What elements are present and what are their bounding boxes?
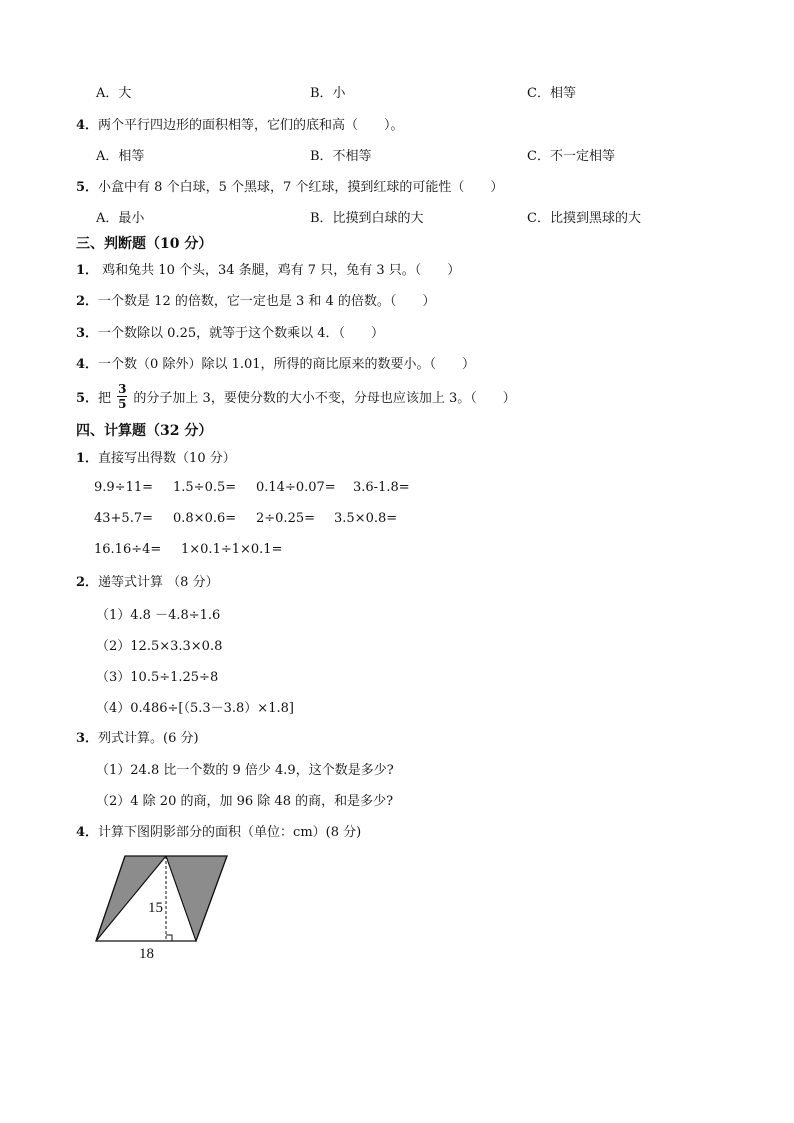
item-number: 2． [76,575,99,590]
stepwise-item-3: （3）10.5÷1.25÷8 [96,670,219,685]
right-angle-marker [166,935,172,941]
q4-option-a: A．相等 [96,149,145,164]
calc-expr: 3.6-1.8= [353,480,410,495]
fraction-denominator: 5 [118,396,127,411]
judge-item-5 [76,378,516,414]
q3-option-c: C．相等 [527,86,576,101]
item-number: 3． [76,326,99,341]
q5-option-c: C．比摸到黑球的大 [527,211,641,226]
question-4 [76,114,404,133]
calc-part-1 [76,447,236,466]
section-4-title: 四、计算题（32 分） [76,423,213,439]
judge-item-2 [76,290,435,309]
item-text-pre: 把 [98,390,112,406]
calc-part-2 [76,571,219,590]
question-number: 5． [76,180,99,195]
height-label: 15 [148,900,163,916]
calc-part-4 [76,821,361,840]
calc-expr: 16.16÷4= [94,542,162,557]
calc-expr: 9.9÷11= [94,480,154,495]
parallelogram-figure [88,850,238,965]
fraction [117,382,127,411]
calc-expr: 2÷0.25= [256,511,316,526]
calc-expr: 0.8×0.6= [173,511,237,526]
item-number: 4． [76,825,99,840]
item-text-post: 的分子加上 3，要使分数的大小不变，分母也应该加上 3。（ ） [133,390,516,406]
item-text: 直接写出得数（10 分） [98,451,236,466]
stepwise-item-1: （1）4.8 －4.8÷1.6 [96,608,221,623]
item-text: 鸡和兔共 10 个头，34 条腿，鸡有 7 只，兔有 3 只。（ ） [98,263,461,278]
judge-item-3 [76,322,384,341]
calc-expr: 3.5×0.8= [334,511,398,526]
question-number: 4． [76,118,99,133]
item-number: 4． [76,357,99,372]
item-number: 3． [76,731,99,746]
word-problem-1: （1）24.8 比一个数的 9 倍少 4.9，这个数是多少? [96,763,394,778]
parallelogram-diagram [88,850,238,965]
shaded-triangle-right [166,856,227,941]
item-text: 列式计算。(6 分) [98,731,199,746]
item-number: 5． [76,390,99,406]
fraction-numerator: 3 [118,381,127,396]
q5-option-a: A．最小 [96,211,145,226]
item-number: 1． [76,451,99,466]
stepwise-item-2: （2）12.5×3.3×0.8 [96,639,223,654]
calc-part-3 [76,727,199,746]
word-problem-2: （2）4 除 20 的商，加 96 除 48 的商，和是多少? [96,794,394,809]
calc-expr: 1×0.1÷1×0.1= [181,542,283,557]
stepwise-item-4: （4）0.486÷[（5.3－3.8）×1.8] [96,701,294,716]
calc-expr: 0.14÷0.07= [256,480,336,495]
item-number: 2． [76,294,99,309]
item-text: 一个数（0 除外）除以 1.01，所得的商比原来的数要小。（ ） [98,357,476,372]
q4-option-b: B．不相等 [310,149,372,164]
q4-option-c: C．不一定相等 [527,149,615,164]
judge-item-1 [76,259,460,278]
item-number: 1． [76,263,99,278]
question-5 [76,176,503,195]
item-text: 递等式计算 （8 分） [98,575,219,590]
item-text: 一个数除以 0.25，就等于这个数乘以 4．（ ） [98,326,385,341]
item-text: 计算下图阴影部分的面积（单位：cm）(8 分) [98,825,362,840]
base-label: 18 [139,946,154,962]
q5-option-b: B．比摸到白球的大 [310,211,424,226]
calc-expr: 43+5.7= [94,511,154,526]
q3-option-a: A．大 [96,86,132,101]
judge-item-4 [76,353,475,372]
section-3-title: 三、判断题（10 分） [76,236,213,252]
question-text: 小盒中有 8 个白球，5 个黑球，7 个红球，摸到红球的可能性（ ） [98,180,504,195]
calc-expr: 1.5÷0.5= [173,480,237,495]
item-text: 一个数是 12 的倍数，它一定也是 3 和 4 的倍数。（ ） [98,294,436,309]
question-text: 两个平行四边形的面积相等，它们的底和高（ ）。 [98,118,404,133]
q3-option-b: B．小 [310,86,346,101]
